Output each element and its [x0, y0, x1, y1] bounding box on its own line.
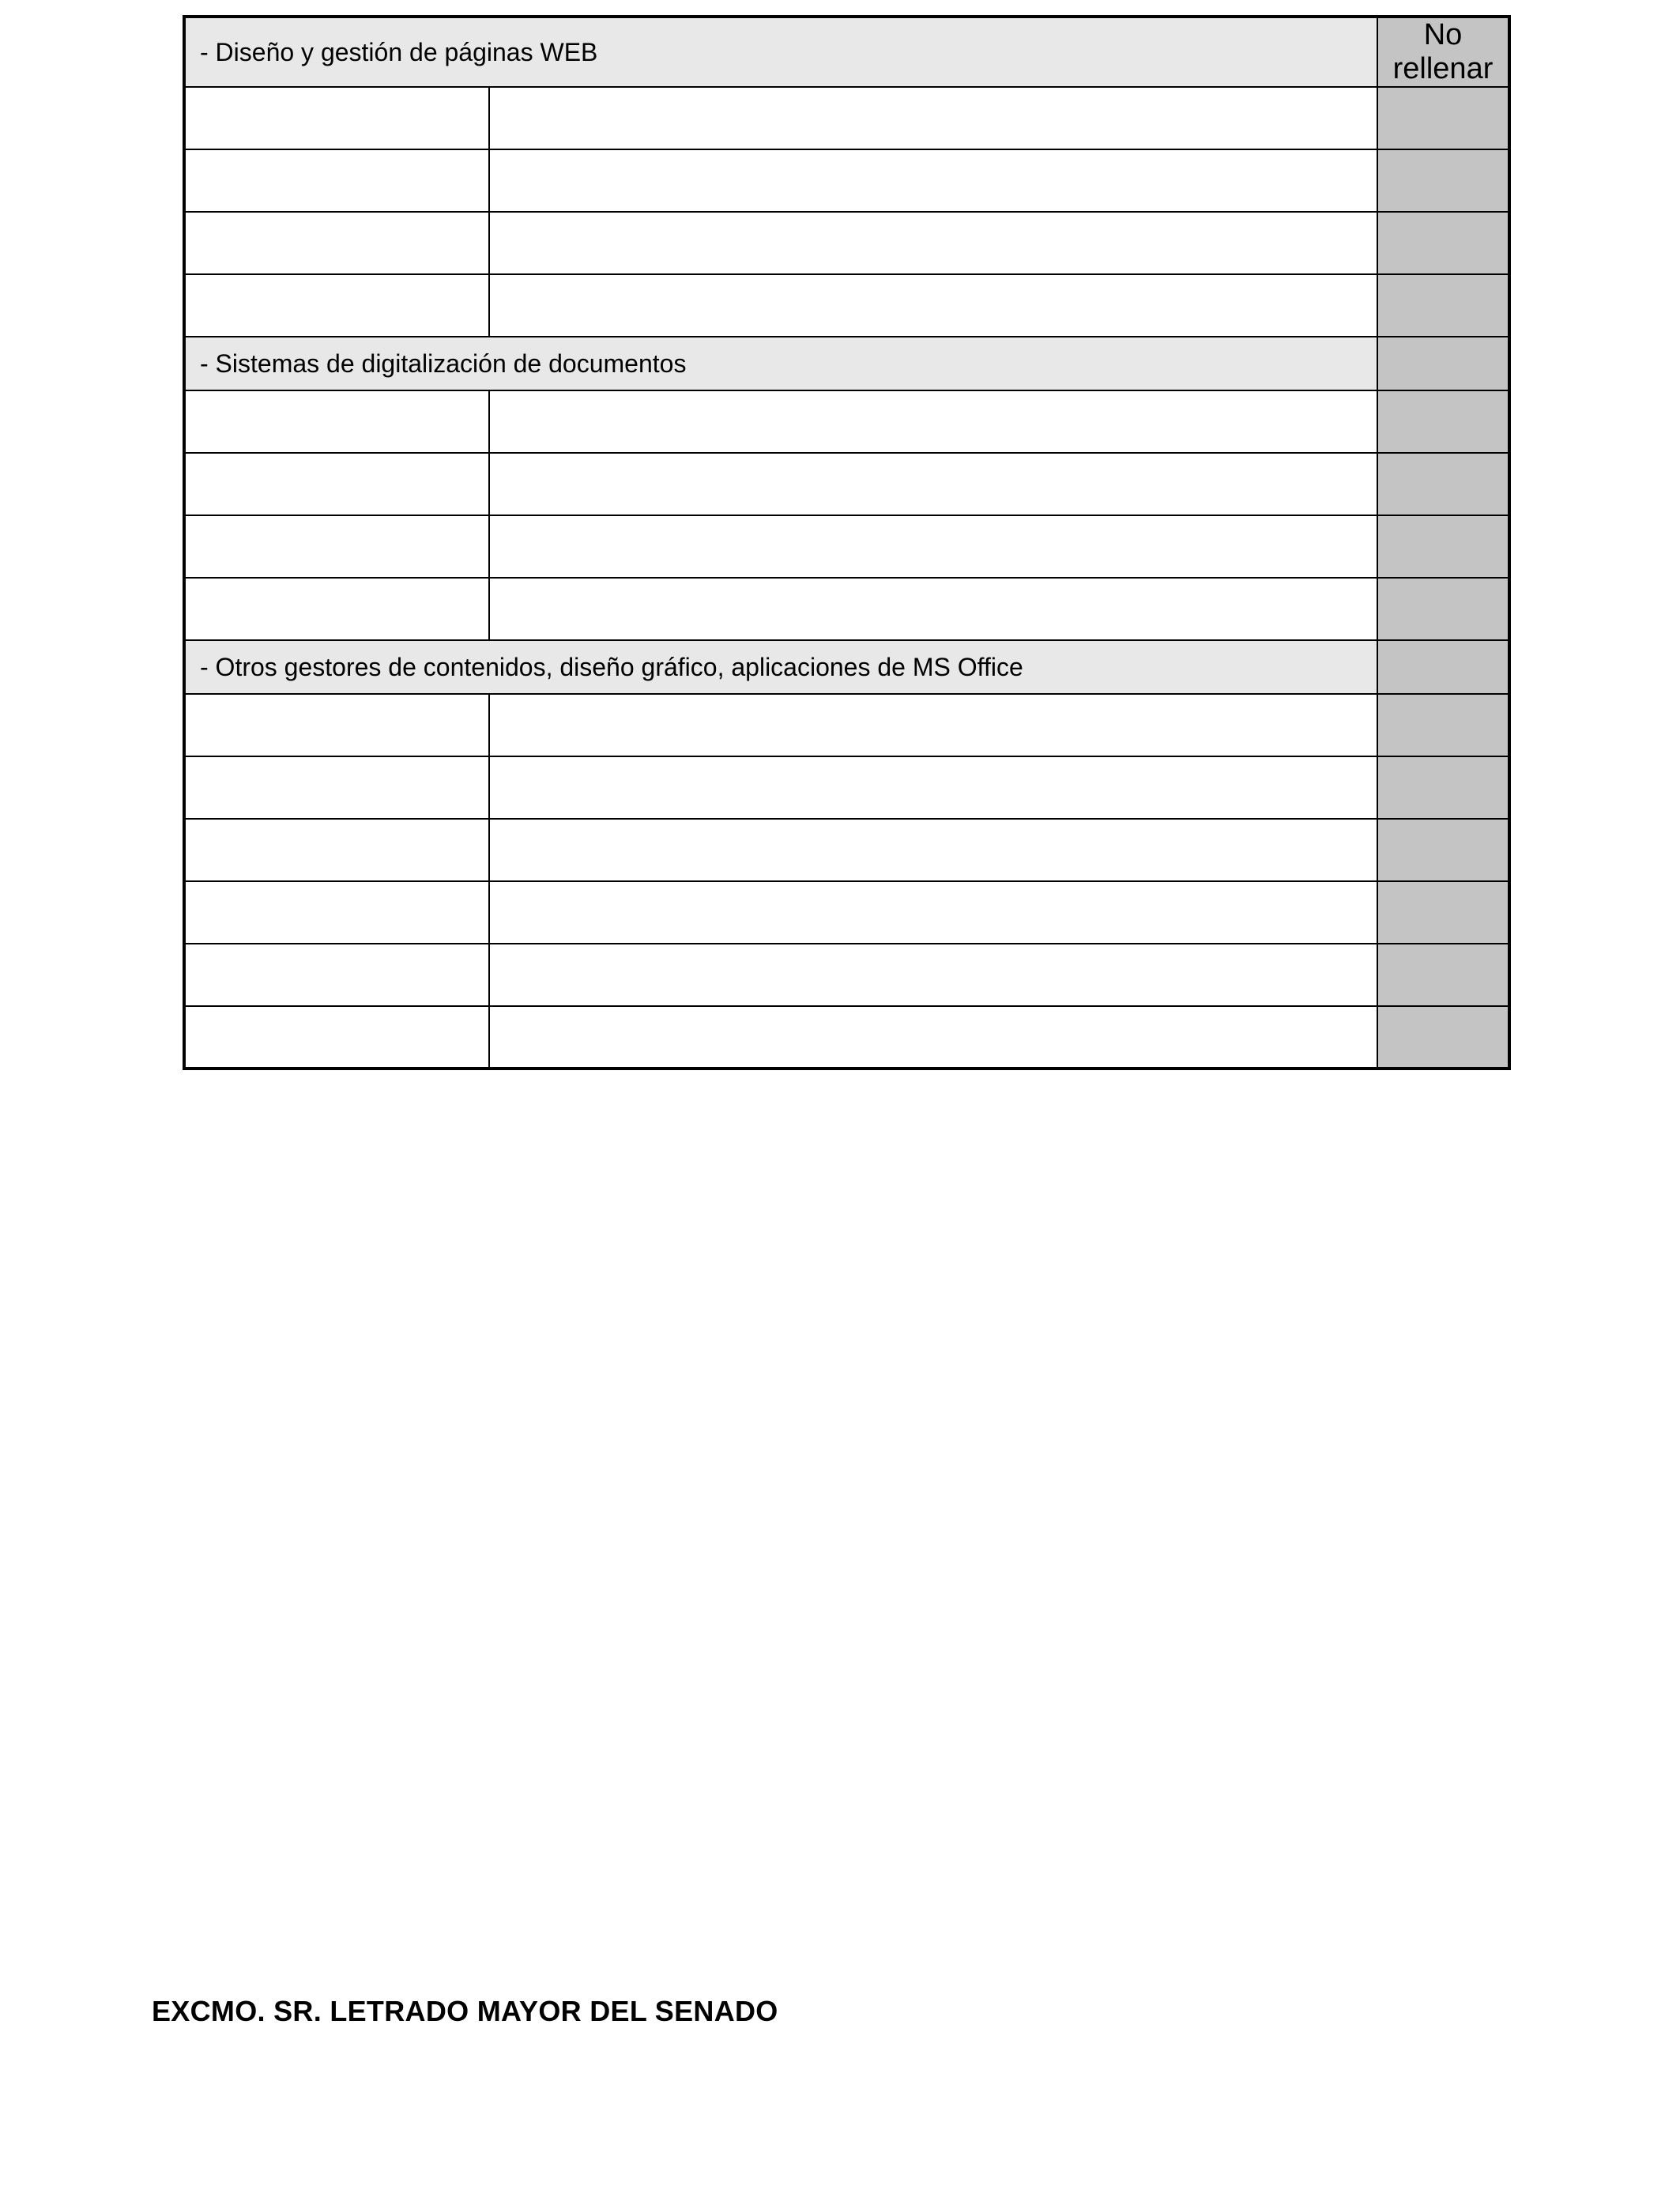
entry-cell-right[interactable] [489, 694, 1377, 756]
application-form-table [183, 15, 1511, 1070]
no-fill-cell [1377, 881, 1509, 944]
no-fill-header: No rellenar [1377, 17, 1509, 87]
entry-cell-right[interactable] [489, 944, 1377, 1006]
no-fill-cell [1377, 578, 1509, 640]
entry-cell-left[interactable] [184, 87, 489, 149]
section-header-row [184, 640, 1509, 694]
no-fill-cell [1377, 819, 1509, 881]
entry-row [184, 390, 1509, 453]
entry-cell-left[interactable] [184, 944, 489, 1006]
form-table-body [184, 17, 1509, 1069]
no-fill-cell [1377, 453, 1509, 515]
entry-cell-right[interactable] [489, 881, 1377, 944]
entry-cell-left[interactable] [184, 390, 489, 453]
entry-cell-left[interactable] [184, 453, 489, 515]
entry-row [184, 149, 1509, 212]
entry-cell-left[interactable] [184, 578, 489, 640]
no-fill-cell [1377, 694, 1509, 756]
entry-row [184, 944, 1509, 1006]
entry-row [184, 756, 1509, 819]
entry-cell-left[interactable] [184, 212, 489, 274]
section-header-row [184, 337, 1509, 390]
no-fill-cell [1377, 149, 1509, 212]
section-label: - Diseño y gestión de páginas WEB [184, 17, 1377, 87]
entry-row [184, 212, 1509, 274]
entry-row [184, 274, 1509, 337]
no-fill-cell [1377, 274, 1509, 337]
entry-row [184, 87, 1509, 149]
no-fill-cell [1377, 756, 1509, 819]
entry-cell-right[interactable] [489, 274, 1377, 337]
entry-cell-right[interactable] [489, 87, 1377, 149]
entry-cell-right[interactable] [489, 390, 1377, 453]
entry-cell-left[interactable] [184, 515, 489, 578]
no-fill-cell [1377, 337, 1509, 390]
entry-row [184, 1006, 1509, 1069]
no-fill-cell [1377, 944, 1509, 1006]
entry-cell-left[interactable] [184, 149, 489, 212]
entry-cell-left[interactable] [184, 819, 489, 881]
entry-cell-right[interactable] [489, 515, 1377, 578]
entry-row [184, 578, 1509, 640]
no-fill-cell [1377, 390, 1509, 453]
entry-cell-right[interactable] [489, 819, 1377, 881]
entry-cell-left[interactable] [184, 274, 489, 337]
entry-row [184, 515, 1509, 578]
entry-row [184, 694, 1509, 756]
no-fill-cell [1377, 1006, 1509, 1069]
section-header-row [184, 17, 1509, 87]
entry-cell-right[interactable] [489, 453, 1377, 515]
no-fill-cell [1377, 87, 1509, 149]
entry-cell-left[interactable] [184, 756, 489, 819]
entry-cell-right[interactable] [489, 756, 1377, 819]
entry-cell-right[interactable] [489, 1006, 1377, 1069]
no-fill-cell [1377, 212, 1509, 274]
entry-row [184, 881, 1509, 944]
entry-cell-left[interactable] [184, 881, 489, 944]
entry-row [184, 819, 1509, 881]
no-fill-cell [1377, 515, 1509, 578]
entry-cell-right[interactable] [489, 149, 1377, 212]
section-label: - Sistemas de digitalización de documentos [184, 337, 1377, 390]
no-fill-cell [1377, 640, 1509, 694]
entry-cell-left[interactable] [184, 694, 489, 756]
addressee-text: EXCMO. SR. LETRADO MAYOR DEL SENADO [152, 1995, 778, 2027]
entry-row [184, 453, 1509, 515]
section-label: - Otros gestores de contenidos, diseño gráfico, aplicaciones de MS Office [184, 640, 1377, 694]
entry-cell-left[interactable] [184, 1006, 489, 1069]
entry-cell-right[interactable] [489, 578, 1377, 640]
entry-cell-right[interactable] [489, 212, 1377, 274]
